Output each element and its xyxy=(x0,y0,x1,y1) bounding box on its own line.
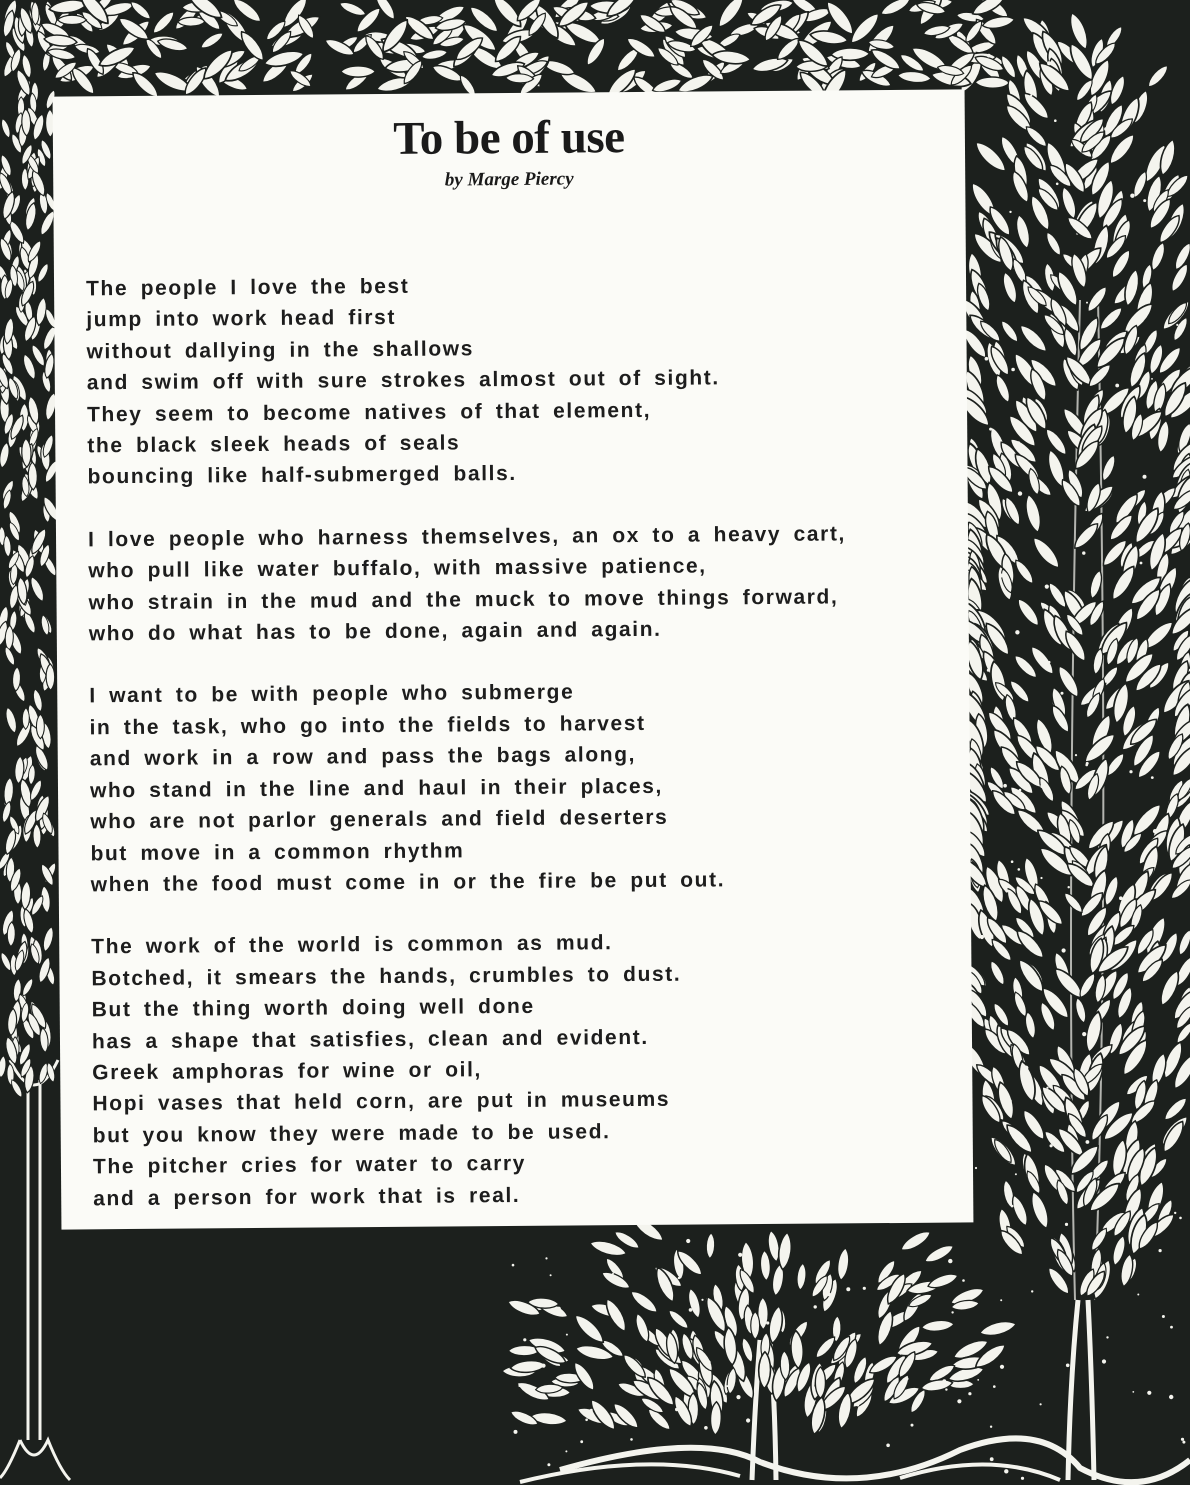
star-dot xyxy=(863,1287,866,1290)
poem-line: in the task, who go into the fields to harvest xyxy=(89,711,646,740)
star-dot xyxy=(678,1277,680,1279)
star-dot xyxy=(1149,515,1151,517)
star-dot xyxy=(981,147,985,151)
star-dot xyxy=(886,1444,890,1448)
stanza xyxy=(86,266,968,493)
star-dot xyxy=(975,1167,977,1169)
star-dot xyxy=(518,1385,520,1387)
star-dot xyxy=(746,1418,750,1422)
poem-line: and swim off with sure strokes almost out of sight. xyxy=(86,366,720,395)
star-dot xyxy=(985,357,989,361)
star-dot xyxy=(1129,770,1132,773)
star-dot xyxy=(957,1399,961,1403)
star-dot xyxy=(1004,1469,1008,1473)
star-dot xyxy=(1030,867,1032,869)
star-dot xyxy=(1017,441,1020,444)
star-dot xyxy=(942,1379,946,1383)
star-dot xyxy=(1126,121,1128,123)
poem-line: jump into work head first xyxy=(86,306,397,332)
star-dot xyxy=(1050,1144,1053,1147)
star-dot xyxy=(704,1426,708,1430)
star-dot xyxy=(980,935,984,939)
star-dot xyxy=(1132,1391,1134,1393)
poem-line: I love people who harness themselves, an ox to a heavy cart, xyxy=(87,522,847,552)
poem-line: who stand in the line and haul in their places, xyxy=(89,774,664,803)
star-dot xyxy=(547,1463,550,1466)
leaf-icon xyxy=(751,1312,760,1340)
poem-line: I want to be with people who submerge xyxy=(89,680,575,708)
leaf-icon xyxy=(815,1367,825,1398)
poem-line: who strain in the mud and the muck to move things forward, xyxy=(88,585,839,614)
star-dot xyxy=(1182,1441,1185,1444)
star-dot xyxy=(968,1392,971,1395)
poem-line: who pull like water buffalo, with massive patience, xyxy=(88,554,707,583)
star-dot xyxy=(1181,1438,1184,1441)
star-dot xyxy=(1066,1364,1070,1368)
star-dot xyxy=(766,1321,769,1324)
star-dot xyxy=(738,1253,742,1257)
star-dot xyxy=(550,1274,552,1276)
star-dot xyxy=(566,1334,568,1336)
star-dot xyxy=(1000,1365,1004,1369)
star-dot xyxy=(1137,1294,1139,1296)
poem-line: when the food must come in or the fire be put out. xyxy=(90,868,726,897)
poem-line: but you know they were made to be used. xyxy=(92,1119,611,1148)
star-dot xyxy=(987,54,991,58)
star-dot xyxy=(1114,878,1117,881)
star-dot xyxy=(1086,1140,1090,1144)
star-dot xyxy=(1151,776,1154,779)
star-dot xyxy=(1011,860,1014,863)
star-dot xyxy=(1075,754,1077,756)
star-dot xyxy=(1143,199,1146,202)
star-dot xyxy=(736,1395,740,1399)
star-dot xyxy=(1153,829,1157,833)
star-dot xyxy=(1011,368,1015,372)
star-dot xyxy=(1085,764,1088,767)
poem-line: the black sleek heads of seals xyxy=(87,431,461,458)
star-dot xyxy=(1040,1403,1042,1405)
poem-line: who are not parlor generals and field deserters xyxy=(90,805,669,834)
star-dot xyxy=(1048,661,1050,663)
star-dot xyxy=(1018,491,1022,495)
poem-panel xyxy=(53,89,974,1229)
star-dot xyxy=(590,1409,593,1412)
poem-line: who do what has to be done, again and again. xyxy=(88,617,662,646)
star-dot xyxy=(512,1264,515,1267)
star-dot xyxy=(1050,818,1054,822)
star-dot xyxy=(1130,194,1134,198)
star-dot xyxy=(612,1273,614,1275)
star-dot xyxy=(1179,1217,1182,1220)
star-dot xyxy=(1047,61,1051,65)
star-dot xyxy=(1104,127,1108,131)
star-dot xyxy=(945,1388,947,1390)
star-dot xyxy=(905,1377,908,1380)
star-dot xyxy=(1062,948,1066,952)
star-dot xyxy=(962,1279,965,1282)
star-dot xyxy=(729,1346,731,1348)
star-dot xyxy=(1105,643,1108,646)
star-dot xyxy=(1115,384,1119,388)
star-dot xyxy=(1009,211,1011,213)
poem-byline: by Marge Piercy xyxy=(444,168,574,191)
stanza xyxy=(89,674,971,901)
leaf-icon xyxy=(58,15,87,24)
star-dot xyxy=(1015,630,1019,634)
star-dot xyxy=(1045,585,1049,589)
star-dot xyxy=(1005,889,1008,892)
star-dot xyxy=(1056,183,1059,186)
star-dot xyxy=(1174,1212,1176,1214)
star-dot xyxy=(1147,1391,1151,1395)
star-dot xyxy=(514,1430,518,1434)
star-dot xyxy=(545,1257,547,1259)
star-dot xyxy=(1021,1477,1024,1480)
star-dot xyxy=(1033,100,1035,102)
star-dot xyxy=(1091,528,1093,530)
star-dot xyxy=(557,1307,561,1311)
star-dot xyxy=(523,1338,526,1341)
poem-line: They seem to become natives of that element, xyxy=(86,398,652,426)
star-dot xyxy=(818,1275,820,1277)
star-dot xyxy=(1082,551,1085,554)
star-dot xyxy=(814,1305,817,1308)
stanza xyxy=(88,517,969,650)
leaf-icon xyxy=(36,714,44,739)
star-dot xyxy=(1061,692,1064,695)
star-dot xyxy=(1019,789,1022,792)
star-dot xyxy=(1086,302,1088,304)
star-dot xyxy=(1119,896,1123,900)
star-dot xyxy=(1015,1173,1017,1175)
star-dot xyxy=(1018,868,1021,871)
star-dot xyxy=(990,1426,992,1428)
star-dot xyxy=(1054,119,1057,122)
poem-line: without dallying in the shallows xyxy=(86,337,475,364)
star-dot xyxy=(993,1385,996,1388)
star-dot xyxy=(580,1440,583,1443)
star-dot xyxy=(823,1347,827,1351)
star-dot xyxy=(1143,475,1147,479)
star-dot xyxy=(846,1287,850,1291)
star-dot xyxy=(1011,1205,1014,1208)
star-dot xyxy=(1068,886,1070,888)
star-dot xyxy=(689,1308,693,1312)
star-dot xyxy=(1065,1223,1068,1226)
star-dot xyxy=(948,1259,952,1263)
star-dot xyxy=(1169,1395,1173,1399)
star-dot xyxy=(857,1404,860,1407)
star-dot xyxy=(1102,1359,1106,1363)
star-dot xyxy=(1151,378,1153,380)
star-dot xyxy=(899,1352,901,1354)
star-dot xyxy=(541,1364,545,1368)
star-dot xyxy=(1140,562,1143,565)
star-dot xyxy=(1046,1087,1048,1089)
star-dot xyxy=(985,207,987,209)
star-dot xyxy=(1002,479,1006,483)
star-dot xyxy=(911,1424,914,1427)
poem-line: The work of the world is common as mud. xyxy=(91,931,613,959)
star-dot xyxy=(565,1450,567,1452)
star-dot xyxy=(1082,1032,1086,1036)
star-dot xyxy=(1106,1336,1108,1338)
star-dot xyxy=(1176,324,1178,326)
star-dot xyxy=(977,1379,979,1381)
star-dot xyxy=(675,1408,678,1411)
star-dot xyxy=(990,1457,994,1461)
star-dot xyxy=(707,1360,711,1364)
star-dot xyxy=(1170,1326,1173,1329)
poem-line: Botched, it smears the hands, crumbles to dust. xyxy=(91,962,682,991)
poem-line: but move in a common rhythm xyxy=(90,838,465,865)
star-dot xyxy=(1009,1100,1012,1103)
star-dot xyxy=(1159,1249,1162,1252)
star-dot xyxy=(1040,877,1042,879)
star-dot xyxy=(1089,215,1092,218)
poem-line: But the thing worth doing well done xyxy=(91,994,535,1022)
star-dot xyxy=(1040,784,1044,788)
poem-line: bouncing like half-submerged balls. xyxy=(87,462,517,489)
star-dot xyxy=(1003,784,1007,788)
star-dot xyxy=(1066,833,1070,837)
star-dot xyxy=(1030,94,1032,96)
poem-line: The pitcher cries for water to carry xyxy=(92,1152,527,1179)
star-dot xyxy=(1162,1315,1165,1318)
star-dot xyxy=(1000,574,1004,578)
poem-line: has a shape that satisfies, clean and evident. xyxy=(91,1025,649,1053)
poem-line: and work in a row and pass the bags along, xyxy=(89,743,637,771)
star-dot xyxy=(951,1311,953,1313)
star-dot xyxy=(776,1388,779,1391)
poem-line: The people I love the best xyxy=(85,274,410,301)
star-dot xyxy=(1000,1299,1002,1301)
poem-title: To be of use xyxy=(393,111,625,165)
poem-line: Hopi vases that held corn, are put in museums xyxy=(92,1088,671,1116)
star-dot xyxy=(1099,863,1101,865)
poem-line: Greek amphoras for wine or oil, xyxy=(92,1058,482,1085)
star-dot xyxy=(701,1299,703,1301)
star-dot xyxy=(987,669,990,672)
star-dot xyxy=(827,1292,831,1296)
poem-line: and a person for work that is real. xyxy=(93,1183,521,1210)
star-dot xyxy=(585,1419,588,1422)
star-dot xyxy=(726,1385,728,1387)
star-dot xyxy=(630,1438,633,1441)
poem-body xyxy=(86,266,974,1245)
stanza xyxy=(91,925,973,1215)
leaf-icon xyxy=(341,66,376,77)
star-dot xyxy=(989,428,992,431)
star-dot xyxy=(1031,1290,1033,1292)
star-dot xyxy=(1024,1066,1028,1070)
